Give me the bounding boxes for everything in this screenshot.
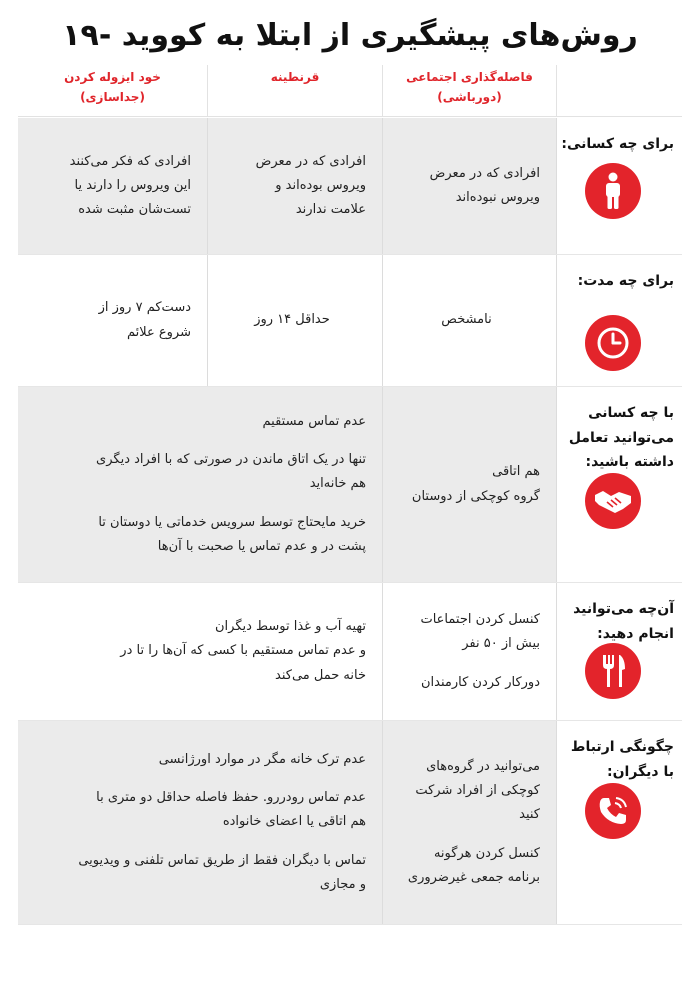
cell-paragraph: کنسل کردن هرگونه برنامه جمعی غیرضروری [407,845,540,885]
cell-quarantine: حداقل ۱۴ روز [207,255,382,386]
row-label-cell [557,721,682,924]
row-label: با چه کسانی می‌توانید تعامل داشته باشید: [568,405,674,470]
table-header [18,65,682,117]
cell-quarantine-isolation [18,387,382,582]
cell-paragraph: می‌توانید در گروه‌های کوچکی از افراد شرکت کنید [415,759,540,823]
cell-quarantine: افرادی که در معرض ویروس بوده‌اند و علامت ندارند [207,118,382,254]
cell-isolation: افرادی که فکر می‌کنند این ویروس را دارند یا تست‌شان مثبت شده [69,153,191,218]
row-interaction [18,387,682,583]
cell-quarantine-isolation [18,721,382,924]
cell-paragraph: عدم تماس مستقیم [262,414,366,430]
cell-paragraph: عدم تماس رودررو. حفظ فاصله حداقل دو متری با هم اتاقی یا اعضای خانواده [96,790,366,830]
row-what-you-can-do [18,583,682,721]
row-label-cell [557,255,682,386]
header-quarantine: قرنطینه [207,65,382,116]
cell-social: هم اتاقی گروه کوچکی از دوستان [382,387,557,582]
person-icon [585,163,641,219]
row-label-cell [557,118,682,254]
row-label: آن‌چه می‌توانید انجام دهید: [573,601,674,642]
cell-paragraph: دورکار کردن کارمندان [420,674,540,690]
cell-paragraph: تهیه آب و غذا توسط دیگران و عدم تماس مستقیم با کسی که آن‌ها را تا در خانه حمل می‌کند [120,619,366,683]
header-social-distancing: فاصله‌گذاری اجتماعی (دورباشی) [382,65,557,116]
cell-social [382,721,557,924]
row-label: برای چه مدت: [577,273,674,289]
fork-knife-icon [585,643,641,699]
cell-social: نامشخص [382,255,557,386]
row-label: برای چه کسانی: [561,136,674,152]
row-duration [18,255,682,387]
clock-icon [585,315,641,371]
cell-paragraph: تنها در یک اتاق ماندن در صورتی که با افراد دیگری هم خانه‌اید [96,452,366,492]
row-label: چگونگی ارتباط با دیگران: [570,739,674,780]
handshake-icon [585,473,641,529]
page-title: روش‌های پیشگیری از ابتلا به کووید -۱۹ [62,18,638,53]
header-self-isolation: خود ایزوله کردن (جداسازی) [64,70,161,105]
header-spacer [557,65,682,116]
phone-icon [585,783,641,839]
row-for-whom [18,118,682,255]
cell-social: افرادی که در معرض ویروس نبوده‌اند [382,118,557,254]
cell-isolation: دست‌کم ۷ روز از شروع علائم [98,300,191,340]
cell-social [382,583,557,720]
row-label-cell [557,583,682,720]
cell-paragraph: عدم ترک خانه مگر در موارد اورژانسی [158,752,366,768]
row-communication [18,721,682,925]
cell-paragraph: کنسل کردن اجتماعات بیش از ۵۰ نفر [420,612,540,652]
cell-paragraph: تماس با دیگران فقط از طریق تماس تلفنی و ویدیویی و مجازی [78,852,366,892]
row-label-cell [557,387,682,582]
cell-quarantine-isolation [18,583,382,720]
cell-paragraph: خرید مایحتاج توسط سرویس خدماتی یا دوستان تا پشت در و عدم تماس یا صحبت با آن‌ها [98,514,366,554]
